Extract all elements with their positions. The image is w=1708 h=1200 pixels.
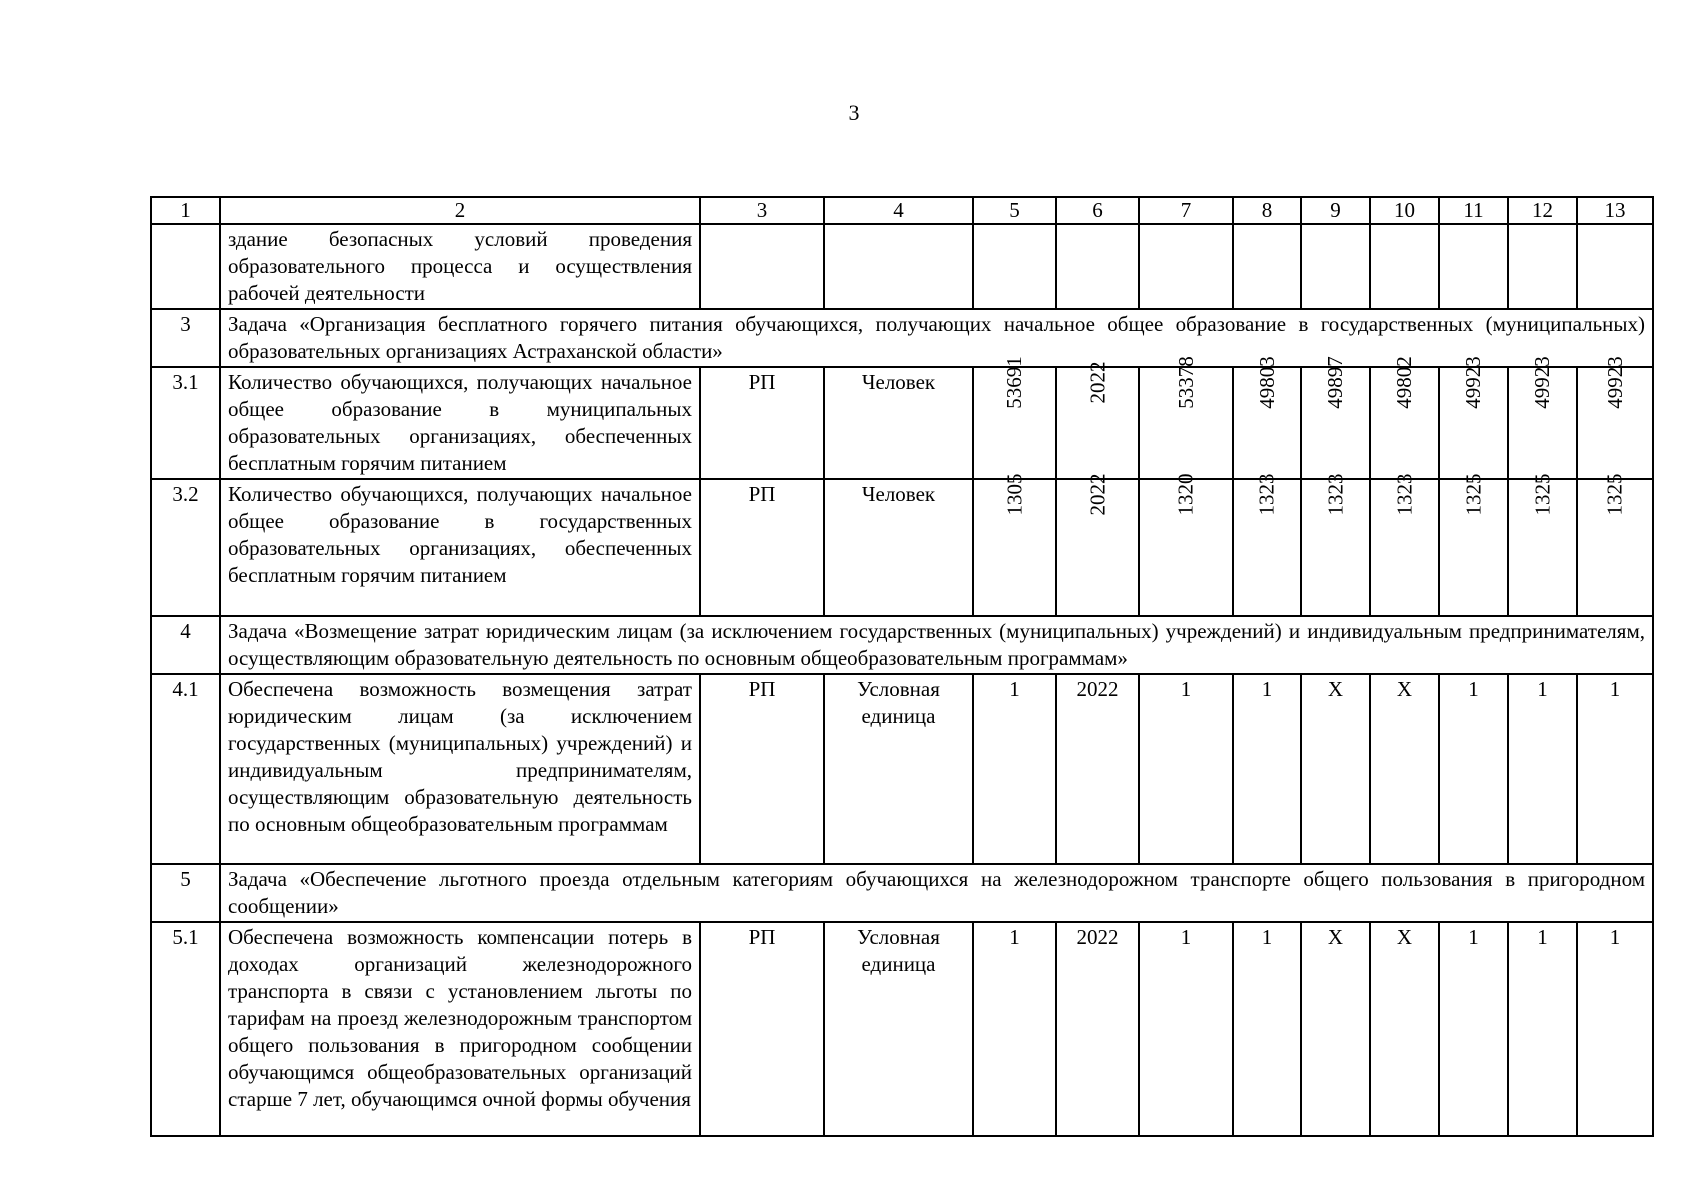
row-number: 4.1 — [151, 674, 220, 864]
column-header: 13 — [1577, 197, 1653, 224]
row-number: 3.1 — [151, 367, 220, 479]
value-cell: 1 — [1508, 674, 1577, 864]
value-cell: X — [1370, 922, 1439, 1136]
value-cell: 1 — [973, 922, 1056, 1136]
value-cell — [1508, 356, 1577, 479]
column-header: 6 — [1056, 197, 1139, 224]
value-cell: 1 — [1577, 922, 1653, 1136]
indicator-level: РП — [700, 674, 824, 864]
task-row — [151, 309, 1653, 367]
value-cell — [1370, 356, 1439, 479]
value-text: 2022 — [1085, 361, 1109, 404]
indicator-level: РП — [700, 367, 824, 479]
measure-unit: Условная единица — [824, 674, 973, 864]
row-number: 4 — [151, 616, 220, 674]
value-text: 1320 — [1173, 473, 1198, 516]
value-cell — [1056, 473, 1139, 616]
task-description: Задача «Обеспечение льготного проезда отдельным категориям обучающихся на железнодорожном транспорте общего пользования в пригородном сообщении» — [220, 864, 1653, 922]
column-header: 2 — [220, 197, 700, 224]
value-text: 1325 — [1530, 473, 1554, 516]
column-header: 5 — [973, 197, 1056, 224]
value-text: 1305 — [1002, 473, 1026, 516]
page-number: 3 — [848, 100, 860, 125]
column-header: 9 — [1301, 197, 1370, 224]
column-header: 7 — [1139, 197, 1233, 224]
value-cell — [1577, 356, 1653, 479]
value-text: 49803 — [1254, 356, 1279, 409]
value-cell — [1370, 473, 1439, 616]
row-number: 3.2 — [151, 479, 220, 616]
row-number: 5 — [151, 864, 220, 922]
value-cell: 1 — [1577, 674, 1653, 864]
value-cell — [1233, 473, 1301, 616]
value-cell: 1 — [1139, 922, 1233, 1136]
value-cell — [1508, 473, 1577, 616]
value-cell: 1 — [973, 674, 1056, 864]
value-text: 1323 — [1392, 473, 1416, 516]
table-row — [151, 367, 1653, 479]
value-cell: 1 — [1439, 674, 1508, 864]
value-text: 2022 — [1085, 473, 1109, 516]
value-text: 1325 — [1461, 473, 1485, 516]
value-text: 49923 — [1530, 356, 1554, 409]
task-row — [151, 864, 1653, 922]
indicator-description: Количество обучающихся, получающих начальное общее образование в муниципальных образовательных организациях, обеспеченных бесплатным горячим питанием — [220, 367, 700, 479]
table-row — [151, 922, 1653, 1136]
value-cell: 1 — [1233, 674, 1301, 864]
value-text: 53378 — [1173, 356, 1198, 409]
value-cell — [1056, 361, 1139, 479]
value-cell — [1301, 473, 1370, 616]
column-header: 11 — [1439, 197, 1508, 224]
value-text: 1323 — [1254, 473, 1279, 516]
indicator-description: Обеспечена возможность возмещения затрат юридическим лицам (за исключением государственных (муниципальных) учреждений) и индивидуальным предпринимателям, осуществляющим образовательную деятельность по основным общеобразовательным программам — [220, 674, 700, 864]
value-cell — [973, 473, 1056, 616]
value-cell: 2022 — [1056, 922, 1139, 1136]
column-header: 1 — [151, 197, 220, 224]
column-header: 8 — [1233, 197, 1301, 224]
value-cell — [1139, 356, 1233, 479]
indicator-description: Количество обучающихся, получающих начальное общее образование в государственных образовательных организациях, обеспеченных бесплатным горячим питанием — [220, 479, 700, 616]
measure-unit: Человек — [824, 479, 973, 616]
value-cell: 1 — [1233, 922, 1301, 1136]
row-number — [151, 224, 220, 309]
value-text: 49897 — [1323, 356, 1347, 409]
value-text: 53691 — [1002, 356, 1026, 409]
value-cell: 1 — [1439, 922, 1508, 1136]
value-text: 1325 — [1602, 473, 1627, 516]
table-header-row — [151, 197, 1653, 224]
value-cell — [973, 356, 1056, 479]
indicator-level: РП — [700, 479, 824, 616]
value-cell — [1233, 356, 1301, 479]
value-cell: 2022 — [1056, 674, 1139, 864]
measure-unit: Человек — [824, 367, 973, 479]
value-cell: 1 — [1139, 674, 1233, 864]
table-row — [151, 674, 1653, 864]
task-description: Задача «Организация бесплатного горячего питания обучающихся, получающих начальное общее образование в государственных (муниципальных) образовательных организациях Астраханской области» — [220, 309, 1653, 367]
indicator-description: Обеспечена возможность компенсации потерь в доходах организаций железнодорожного транспорта в связи с установлением льготы по тарифам на проезд железнодорожным транспортом общего пользования в пригородном сообщении обучающимся общеобразовательных организаций старше 7 лет, обучающимся очной формы обучения — [220, 922, 700, 1136]
indicator-level: РП — [700, 922, 824, 1136]
row-number: 5.1 — [151, 922, 220, 1136]
table-row — [151, 479, 1653, 616]
value-cell — [1139, 473, 1233, 616]
indicators-table — [150, 196, 1654, 1137]
value-text: 49923 — [1602, 356, 1627, 409]
value-cell — [1439, 473, 1508, 616]
value-cell: 1 — [1508, 922, 1577, 1136]
value-cell: X — [1301, 922, 1370, 1136]
column-header: 12 — [1508, 197, 1577, 224]
column-header: 4 — [824, 197, 973, 224]
value-cell: X — [1301, 674, 1370, 864]
task-description: Задача «Возмещение затрат юридическим лицам (за исключением государственных (муниципальных) учреждений) и индивидуальным предпринимателям, осуществляющим образовательную деятельность по основным общеобразовательным программам» — [220, 616, 1653, 674]
row-number: 3 — [151, 309, 220, 367]
table-row — [151, 224, 1653, 309]
value-text: 1323 — [1323, 473, 1347, 516]
value-cell — [1439, 356, 1508, 479]
task-row — [151, 616, 1653, 674]
column-header: 3 — [700, 197, 824, 224]
value-text: 49802 — [1392, 356, 1416, 409]
measure-unit: Условная единица — [824, 922, 973, 1136]
value-cell — [1301, 356, 1370, 479]
column-header: 10 — [1370, 197, 1439, 224]
value-cell — [1577, 473, 1653, 616]
indicator-description: здание безопасных условий проведения образовательного процесса и осуществления рабочей деятельности — [220, 224, 700, 309]
value-cell: X — [1370, 674, 1439, 864]
value-text: 49923 — [1461, 356, 1485, 409]
